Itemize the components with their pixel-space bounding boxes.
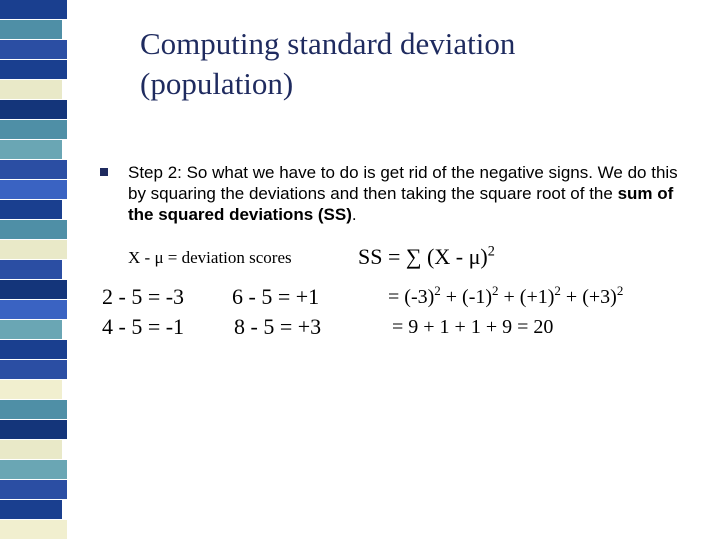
stripe-square <box>0 320 62 340</box>
ss-term-exponent: 2 <box>554 283 561 299</box>
slide-title <box>140 24 700 104</box>
ss-formula-exponent: 2 <box>487 243 495 260</box>
ss-formula-text: SS = ∑ (X - μ) <box>358 244 488 269</box>
stripe-square <box>0 220 67 240</box>
stripe-square <box>0 440 62 460</box>
ss-term-exponent: 2 <box>434 283 441 299</box>
ss-total: = 9 + 1 + 1 + 9 = 20 <box>392 316 554 338</box>
stripe-square <box>0 60 67 80</box>
stripe-square <box>0 160 67 180</box>
stripe-square <box>0 280 67 300</box>
stripe-square <box>0 300 67 320</box>
bullet-text-bold: sum of the squared deviations (SS) <box>128 184 674 224</box>
stripe-square <box>0 20 62 40</box>
ss-term-exponent: 2 <box>616 283 624 299</box>
ss-term: + (-1) <box>440 286 493 308</box>
deviation-calc: 8 - 5 = +3 <box>234 314 322 339</box>
stripe-square <box>0 500 62 520</box>
stripe-square <box>0 520 67 540</box>
bullet-text-end: . <box>351 205 357 224</box>
square-bullet-icon <box>100 168 108 176</box>
stripe-square <box>0 460 67 480</box>
stripe-square <box>0 420 67 440</box>
bullet-text <box>128 162 700 225</box>
deviation-label: X - μ = deviation scores <box>128 248 292 267</box>
stripe-square <box>0 80 62 100</box>
deviation-calc: 4 - 5 = -1 <box>102 314 185 339</box>
stripe-square <box>0 380 62 400</box>
stripe-square <box>0 0 67 20</box>
stripe-square <box>0 240 67 260</box>
stripe-square <box>0 400 67 420</box>
title-line-1: Computing standard deviation <box>140 26 516 61</box>
stripe-square <box>0 100 67 120</box>
title-line-2: (population) <box>140 66 294 101</box>
decorative-stripe <box>0 0 67 540</box>
stripe-square <box>0 480 67 500</box>
stripe-square <box>0 140 62 160</box>
stripe-square <box>0 200 62 220</box>
stripe-square <box>0 180 67 200</box>
deviation-calc: 2 - 5 = -3 <box>102 284 185 309</box>
stripe-square <box>0 340 67 360</box>
ss-formula <box>358 244 495 270</box>
deviation-calc: 6 - 5 = +1 <box>232 284 320 309</box>
ss-term-exponent: 2 <box>492 283 499 299</box>
ss-term: + (+1) <box>498 286 555 308</box>
bullet-text-plain: Step 2: So what we have to do is get rid of the negative signs. We do this by squaring the deviations and then taking the square root of the <box>128 163 678 203</box>
ss-term: = (-3) <box>388 286 435 308</box>
stripe-square <box>0 120 67 140</box>
ss-term: + (+3) <box>560 286 617 308</box>
stripe-square <box>0 40 67 60</box>
ss-expansion <box>388 283 624 309</box>
bullet-item <box>100 162 700 225</box>
stripe-square <box>0 360 67 380</box>
stripe-square <box>0 260 62 280</box>
